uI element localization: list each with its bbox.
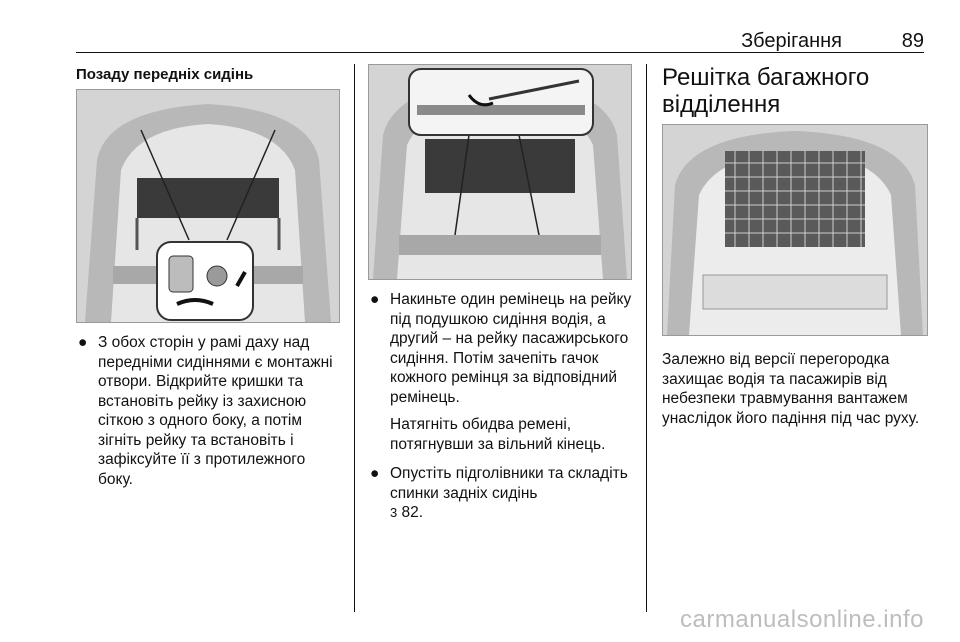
bullet-extra-text: Натягніть обидва ремені, потягнувши за вільний кінець. [390, 416, 606, 453]
figure-net-mounting-holes [76, 89, 340, 323]
page-number: 89 [901, 30, 924, 52]
column-2 [368, 58, 636, 523]
bullet-icon: ● [78, 334, 88, 351]
bullet-text: З обох сторін у рамі даху над передніми сидіннями є монтажні отвори. Відкрийте кришки та встановіть рейку із захисною сіткою з одного боку, а потім зігніть рейку та встановіть і зафіксуйте її з протилежного боку. [98, 334, 333, 488]
cargo-partition-description: Залежно від версії перегородка захищає водія та пасажирів від небезпеки травмування вантажем унаслідок його падіння під час руху. [662, 351, 920, 427]
bullet-icon: ● [370, 291, 380, 308]
column-3 [662, 58, 932, 428]
bullet-icon: ● [370, 465, 380, 482]
column-1 [76, 58, 344, 489]
figure-cargo-partition [662, 124, 928, 336]
page-reference-icon: 3 [390, 505, 398, 520]
col2-bullet-list [368, 290, 636, 523]
section-title-line-2: відділення [662, 91, 781, 118]
section-title-line-1: Решітка багажного [662, 64, 870, 91]
bullet-text: Опустіть підголівники та складіть спинки задніх сидінь [390, 465, 628, 502]
column-divider-2 [646, 64, 647, 612]
list-item [76, 333, 344, 489]
header-rule [76, 52, 924, 53]
subheading-behind-front-seats: Позаду передніх сидінь [76, 66, 254, 83]
col1-bullet-list [76, 333, 344, 489]
figure-strap-hooks [368, 64, 632, 280]
list-item [368, 290, 636, 454]
header-title: Зберігання [741, 30, 842, 52]
list-item [368, 464, 636, 523]
page-reference-link[interactable]: 82. [401, 504, 424, 521]
section-title [662, 64, 932, 118]
watermark: carmanualsonline.info [680, 606, 924, 633]
column-divider-1 [354, 64, 355, 612]
bullet-text: Накиньте один ремінець на рейку під подушкою сидіння водія, а другий – на рейку пасажирського сидіння. Потім зачепіть гачок кожного ремінця за відповідний ремінець. [390, 291, 632, 406]
